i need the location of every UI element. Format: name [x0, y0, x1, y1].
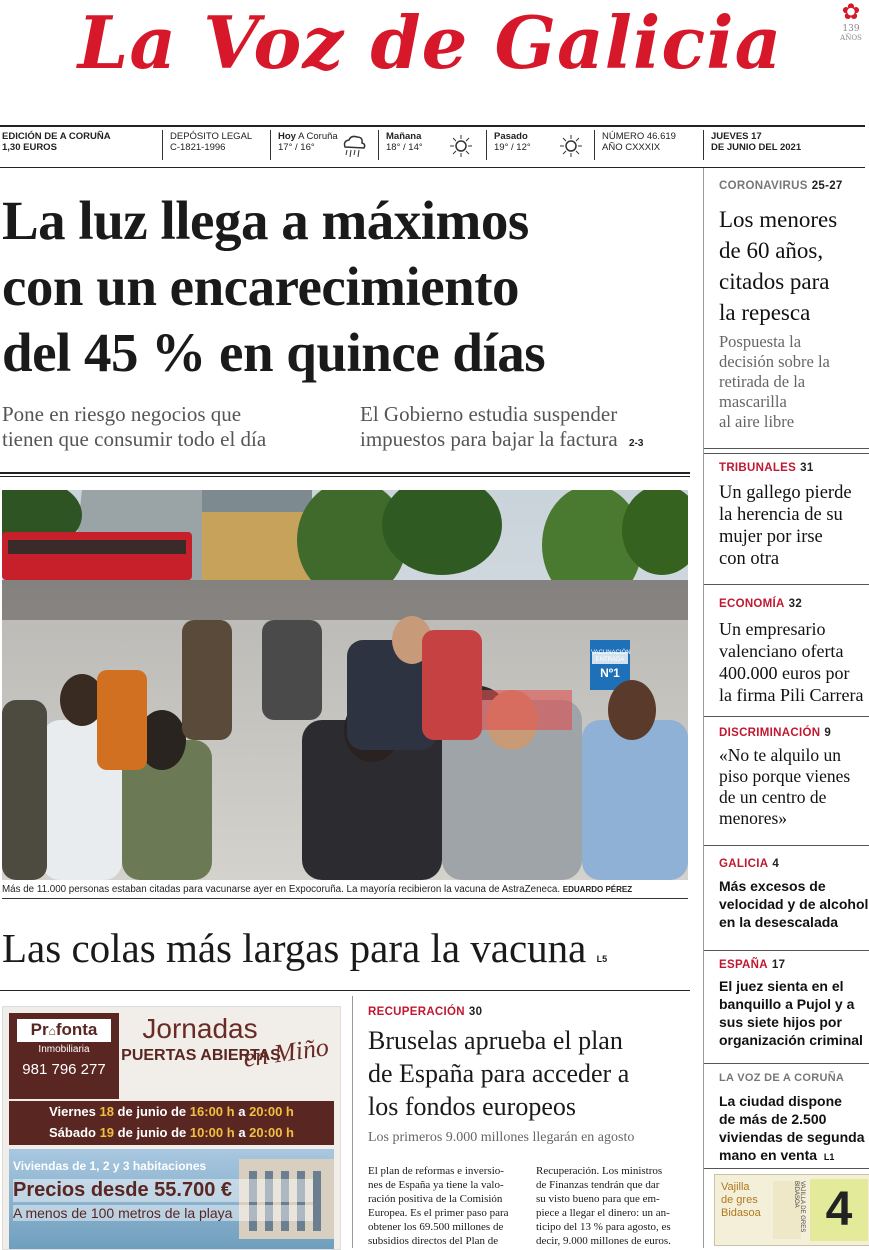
story-headline: «No te alquilo un piso porque vienes de un centro de menores»	[719, 745, 851, 828]
bruselas-body-col2: Recuperación. Los ministros de Finanzas tendrán que dar su visto bueno para que em- piece a llegar el dinero: un an- ticipo del 13 % para agosto, es decir, 9.000 millones de euros.	[536, 1165, 671, 1247]
vaccination-queue-photo[interactable]	[2, 490, 688, 880]
story-coronavirus[interactable]	[704, 168, 869, 449]
sun-cloud-icon	[446, 131, 476, 161]
weather-after	[494, 131, 531, 153]
legal-deposit	[170, 131, 252, 153]
masthead	[0, 0, 869, 120]
story-kicker: GALICIA 4	[719, 858, 780, 870]
vacuna-page: L5	[596, 954, 608, 964]
subhead-line: El Gobierno estudia suspender	[360, 402, 618, 426]
newspaper-logo[interactable]: La Voz de Galicia	[77, 0, 783, 85]
today-temp: 17° / 16°	[278, 142, 315, 153]
today-label: Hoy	[278, 131, 296, 142]
promo-text: Vajilla de gres Bidasoa	[721, 1181, 761, 1219]
bruselas-subhead: Los primeros 9.000 millones llegarán en agosto	[368, 1130, 635, 1145]
brand-text: Pr	[30, 1020, 49, 1039]
lead-subhead-left	[2, 402, 352, 452]
subhead-line: impuestos para bajar la factura	[360, 427, 618, 451]
anniversary-label: AÑOS	[840, 34, 862, 42]
ad-schedule	[9, 1101, 334, 1145]
edition-name: EDICIÓN DE A CORUÑA	[2, 131, 111, 142]
tomorrow-label: Mañana	[386, 131, 422, 142]
bruselas-body-col1: El plan de reformas e inversio- nes de España ya tiene la valo- ración positiva de la Comisión Europea. Es el primer paso para obtener los 69.500 millones de subsidios directos del Plan de	[368, 1165, 509, 1247]
subhead-line: tienen que consumir todo el día	[2, 427, 267, 451]
promo-vertical-text: VAJILLA DE GRES BIDASOA	[793, 1181, 805, 1233]
lead-headline-line: La luz llega a máximos	[2, 190, 529, 251]
right-column	[703, 168, 869, 1248]
lead-headline[interactable]	[2, 188, 692, 386]
vaccination-sign	[591, 650, 629, 682]
story-kicker: ECONOMÍA 32	[719, 598, 803, 610]
after-temp: 19° / 12°	[494, 142, 531, 153]
story-headline: Un empresario valenciano oferta 400.000 euros por la firma Pili Carrera	[719, 619, 864, 705]
story-kicker: ESPAÑA 17	[719, 959, 786, 971]
story-galicia[interactable]	[704, 846, 869, 951]
ad-playa: A menos de 100 metros de la playa	[13, 1205, 313, 1221]
ad-en-mino: en Miño	[241, 1032, 331, 1073]
date-month-year: DE JUNIO DEL 2021	[711, 142, 802, 153]
bruselas-story[interactable]	[352, 996, 693, 1248]
promo-number: 4	[825, 1183, 853, 1236]
promo-number-box	[810, 1179, 868, 1241]
ad-puertas: PUERTAS ABIERTAS	[121, 1047, 281, 1064]
caption-text: Más de 11.000 personas estaban citadas para vacunarse ayer en Expocoruña. La mayoría recibieron la vacuna de AstraZeneca.	[2, 884, 561, 895]
issue-year: AÑO CXXXIX	[602, 142, 661, 153]
issue-date	[711, 131, 801, 153]
story-espana[interactable]	[704, 951, 869, 1064]
edition-info	[2, 131, 111, 153]
legal-label: DEPÓSITO LEGAL	[170, 131, 253, 142]
photo-caption	[2, 884, 688, 899]
schedule-line: Sábado 19 de junio de 10:00 h a 20:00 h	[49, 1125, 294, 1140]
photo-credit: EDUARDO PÉREZ	[562, 885, 633, 894]
profonta-logo: Pr⌂fonta Inmobiliaria 981 796 277	[9, 1013, 119, 1099]
vacuna-headline-text: Las colas más largas para la vacuna	[2, 925, 587, 971]
ad-precios: Precios desde 55.700 €	[13, 1179, 313, 1202]
brand-subtitle: Inmobiliaria	[38, 1044, 90, 1055]
weather-today	[278, 131, 338, 153]
story-headline: Los menores de 60 años, citados para la repesca	[719, 207, 838, 325]
after-label: Pasado	[494, 131, 528, 142]
story-tribunales[interactable]	[704, 453, 869, 585]
story-kicker: TRIBUNALES 31	[719, 462, 814, 474]
story-kicker: LA VOZ DE A CORUÑA	[719, 1072, 845, 1084]
divider	[0, 990, 690, 991]
lead-subhead-right	[360, 402, 690, 456]
sign-text: VACUNACIÓN ENTRADA	[591, 650, 631, 663]
story-discriminacion[interactable]	[704, 717, 869, 846]
sun-cloud-icon	[556, 131, 586, 161]
ad-viviendas: Viviendas de 1, 2 y 3 habitaciones	[13, 1159, 207, 1173]
lead-pages: 2-3	[628, 438, 644, 449]
real-estate-ad[interactable]	[2, 1006, 341, 1250]
anniversary-number: 139	[842, 24, 860, 34]
story-summary: Pospuesta la decisión sobre la retirada de la mascarilla al aire libre	[719, 332, 830, 431]
story-headline: Un gallego pierde la herencia de su mujer por irse con otra	[719, 483, 852, 569]
story-kicker: DISCRIMINACIÓN 9	[719, 727, 832, 739]
schedule-line: Viernes 18 de junio de 16:00 h a 20:00 h	[49, 1104, 294, 1119]
legal-number: C-1821-1996	[170, 142, 226, 153]
date-day: JUEVES 17	[711, 131, 762, 142]
story-headline: El juez sienta en el banquillo a Pujol y a sus siete hijos por organización criminal	[719, 978, 863, 1048]
story-kicker: CORONAVIRUS 25-27	[719, 180, 843, 192]
vacuna-headline[interactable]	[2, 924, 692, 972]
divider	[0, 476, 690, 477]
sign-number: Nº1	[600, 666, 620, 680]
story-economia[interactable]	[704, 584, 869, 717]
info-bar	[0, 125, 865, 168]
story-headline: Más excesos de velocidad y de alcohol en la desescalada	[719, 878, 869, 930]
ad-jornadas: Jornadas	[142, 1013, 258, 1044]
story-headline: La ciudad dispone de más de 2.500 viviendas de segunda mano en venta L1	[719, 1093, 865, 1163]
subhead-line: Pone en riesgo negocios que	[2, 402, 242, 426]
issue-number	[602, 131, 676, 153]
divider	[0, 472, 690, 474]
flower-icon: ✿	[841, 0, 861, 25]
bruselas-kicker: RECUPERACIÓN 30	[368, 1006, 483, 1018]
weather-tomorrow	[386, 131, 423, 153]
edition-price: 1,30 EUROS	[2, 142, 57, 153]
promo-bidasoa[interactable]	[714, 1174, 869, 1246]
ad-phone: 981 796 277	[22, 1061, 106, 1078]
tomorrow-temp: 18° / 14°	[386, 142, 423, 153]
anniversary-badge	[834, 2, 868, 42]
rain-cloud-icon	[338, 131, 368, 161]
story-la-voz-coruna[interactable]	[704, 1064, 869, 1169]
today-city: A Coruña	[298, 131, 338, 142]
brand-text: fonta	[55, 1020, 98, 1039]
lead-headline-line: del 45 % en quince días	[2, 322, 546, 383]
lead-headline-line: con un encarecimiento	[2, 256, 520, 317]
bruselas-headline: Bruselas aprueba el plan de España para acceder a los fondos europeos	[368, 1026, 630, 1121]
issue-number-text: NÚMERO 46.619	[602, 131, 676, 142]
